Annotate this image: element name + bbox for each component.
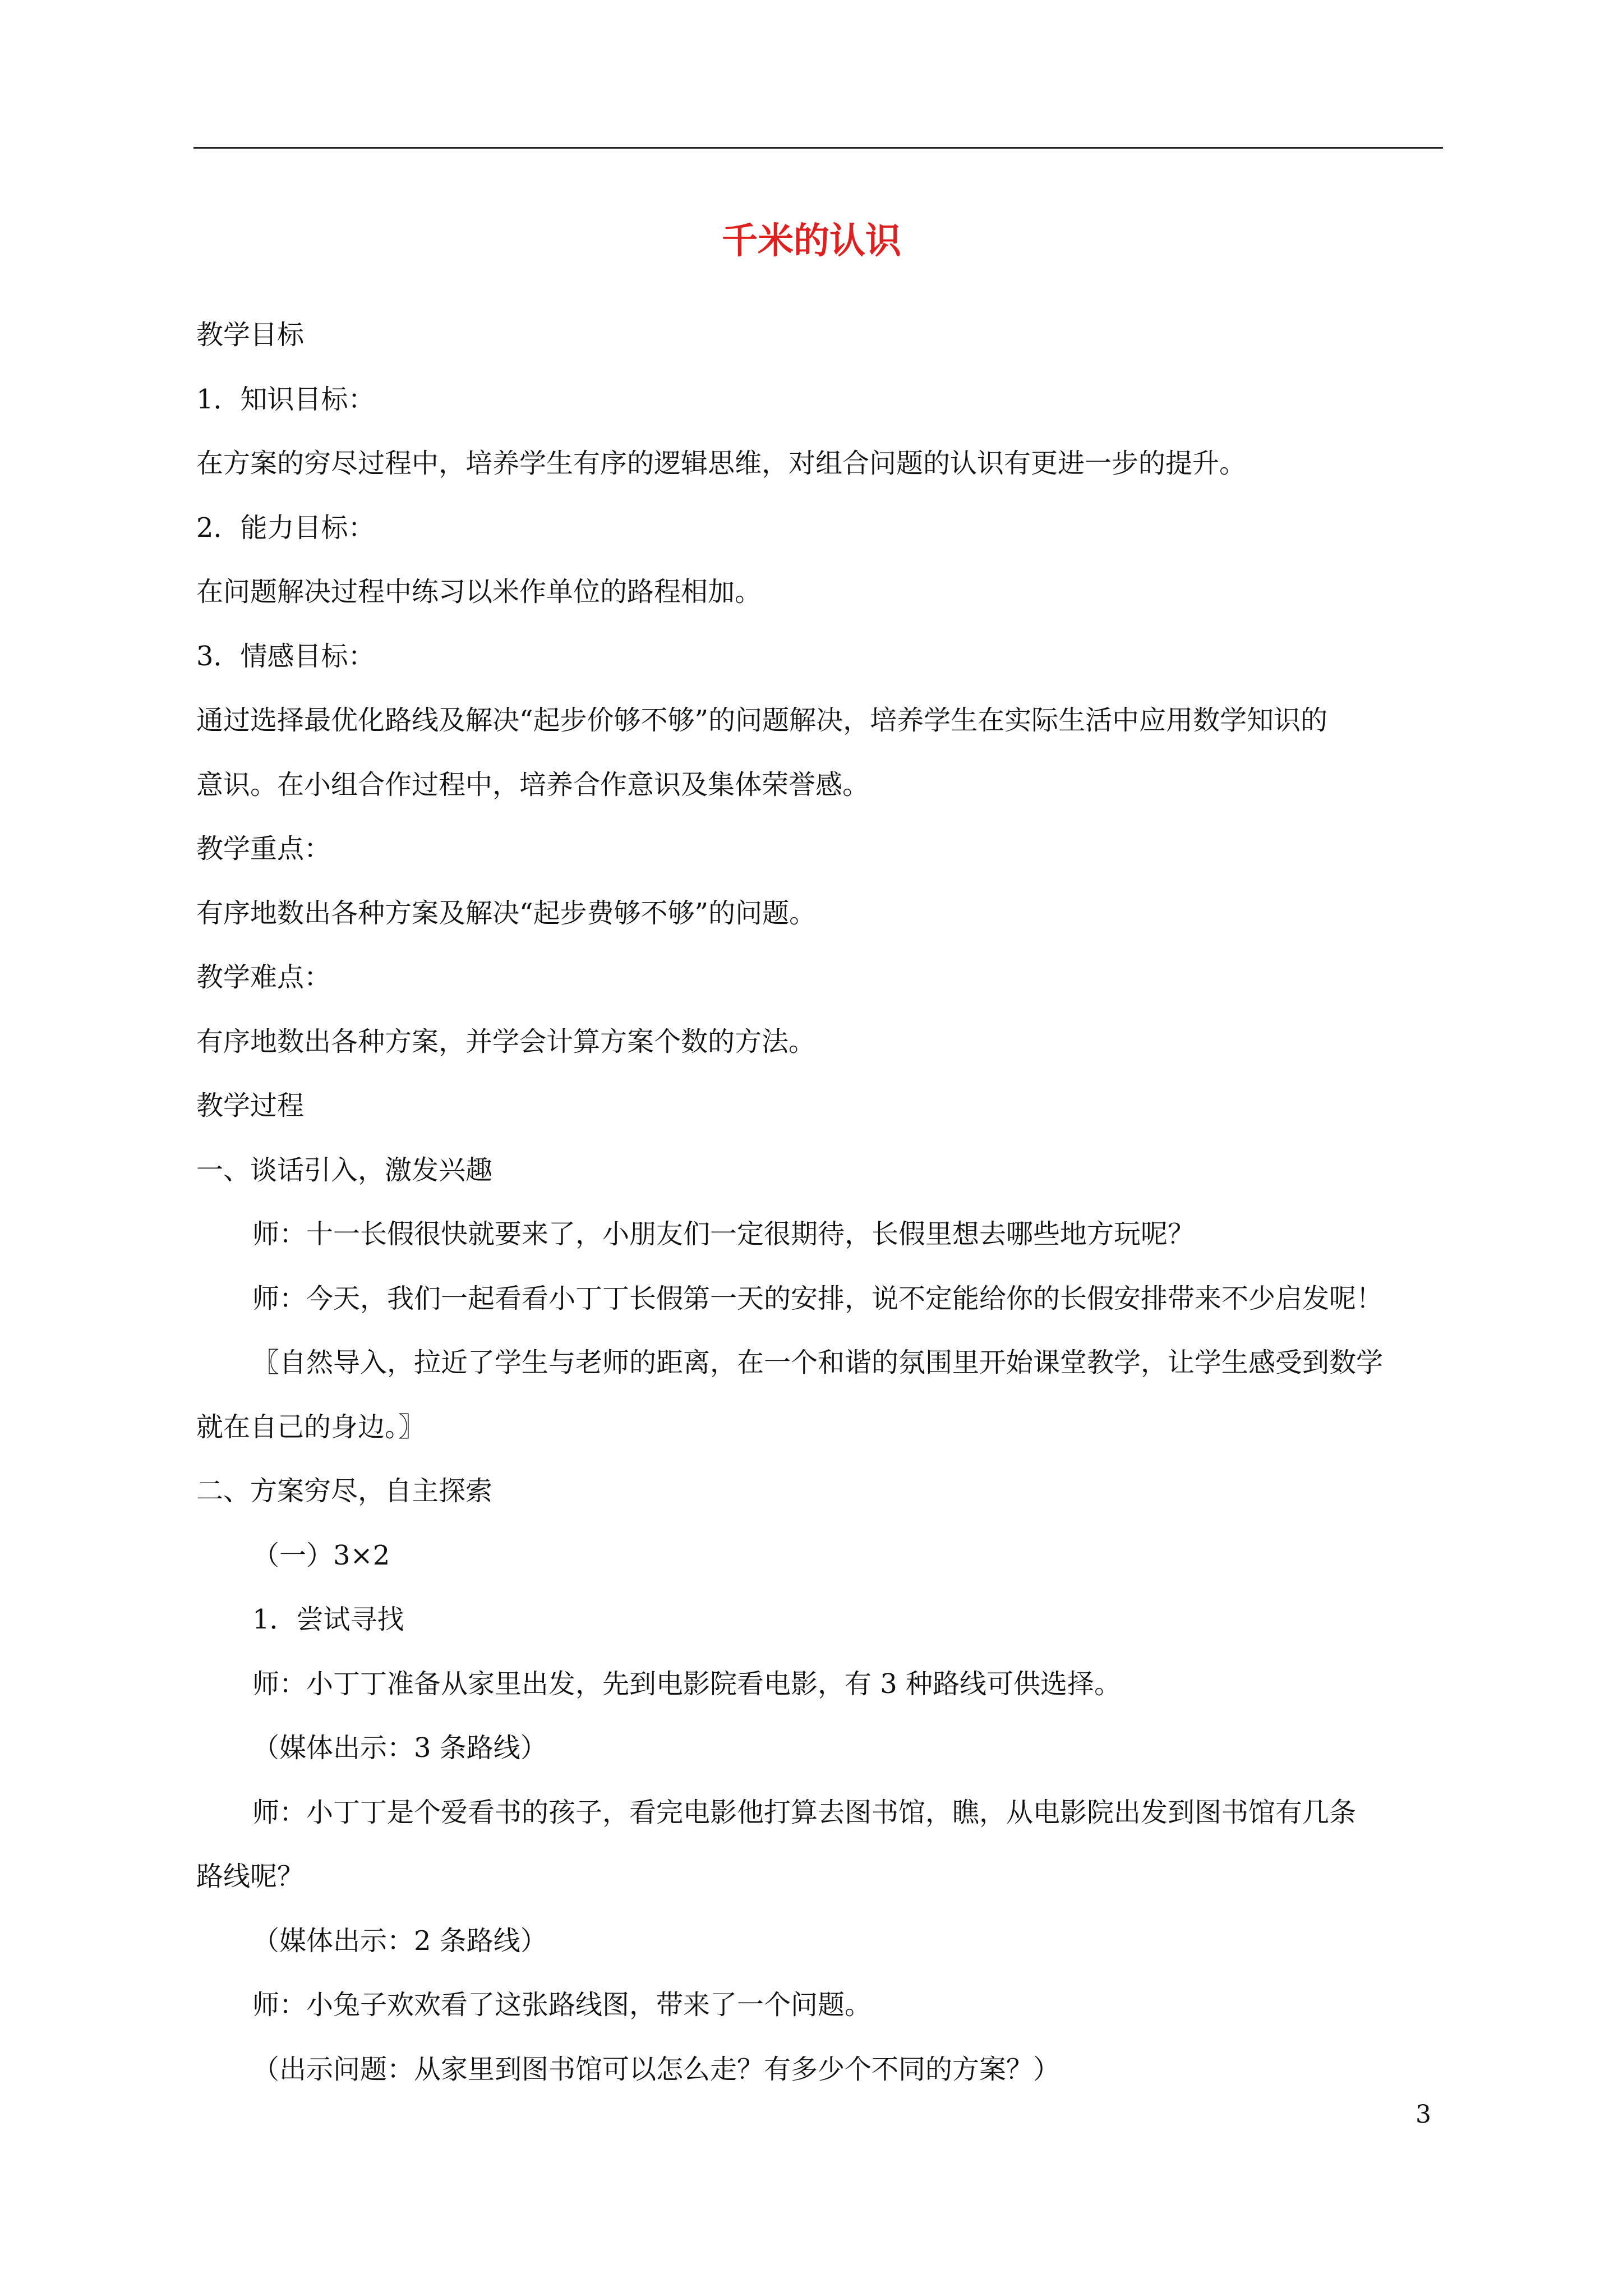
paragraph: （媒体出示：3 条路线） xyxy=(252,1732,547,1764)
paragraph: 意识。在小组合作过程中，培养合作意识及集体荣誉感。 xyxy=(196,769,870,800)
paragraph: 有序地数出各种方案，并学会计算方案个数的方法。 xyxy=(196,1025,816,1057)
paragraph: 在方案的穷尽过程中，培养学生有序的逻辑思维，对组合问题的认识有更进一步的提升。 xyxy=(196,448,1247,479)
paragraph: 师：今天，我们一起看看小丁丁长假第一天的安排，说不定能给你的长假安排带来不少启发呢！ xyxy=(252,1282,1384,1314)
section-heading: 一、谈话引入，激发兴趣 xyxy=(196,1154,493,1186)
paragraph: （媒体出示：2 条路线） xyxy=(252,1925,547,1957)
objective-emotion-heading: 3．情感目标： xyxy=(196,640,375,672)
paragraph: 在问题解决过程中练习以米作单位的路程相加。 xyxy=(196,576,762,608)
subsection-heading: （一）3×2 xyxy=(252,1539,390,1571)
paragraph: 师：小兔子欢欢看了这张路线图，带来了一个问题。 xyxy=(252,1989,872,2021)
paragraph: 师：小丁丁是个爱看书的孩子，看完电影他打算去图书馆，瞧，从电影院出发到图书馆有几条 xyxy=(252,1796,1357,1828)
paragraph: 〖自然导入，拉近了学生与老师的距离，在一个和谐的氛围里开始课堂教学，让学生感受到数学 xyxy=(252,1347,1384,1378)
paragraph: 有序地数出各种方案及解决“起步费够不够”的问题。 xyxy=(196,897,817,929)
paragraph: （出示问题：从家里到图书馆可以怎么走？有多少个不同的方案？） xyxy=(252,2053,1061,2085)
paragraph: 就在自己的身边。〗 xyxy=(196,1411,426,1443)
objective-knowledge-heading: 1．知识目标： xyxy=(196,383,375,415)
paragraph: 师：小丁丁准备从家里出发，先到电影院看电影，有 3 种路线可供选择。 xyxy=(252,1668,1122,1700)
heading-teaching-process: 教学过程 xyxy=(196,1090,305,1121)
heading-teaching-objectives: 教学目标 xyxy=(196,319,305,351)
paragraph: 路线呢？ xyxy=(196,1861,305,1892)
subsection-heading: 1．尝试寻找 xyxy=(252,1604,404,1635)
document-title: 千米的认识 xyxy=(722,220,901,262)
header-rule xyxy=(193,147,1443,149)
paragraph: 通过选择最优化路线及解决“起步价够不够”的问题解决，培养学生在实际生活中应用数学知识的 xyxy=(196,705,1328,736)
heading-difficulties: 教学难点： xyxy=(196,961,331,993)
page-number: 3 xyxy=(1415,2100,1431,2129)
objective-ability-heading: 2．能力目标： xyxy=(196,512,375,544)
paragraph: 师：十一长假很快就要来了，小朋友们一定很期待，长假里想去哪些地方玩呢？ xyxy=(252,1218,1195,1250)
document-body xyxy=(196,303,1442,2101)
heading-key-points: 教学重点： xyxy=(196,833,331,864)
section-heading: 二、方案穷尽，自主探索 xyxy=(196,1475,493,1507)
